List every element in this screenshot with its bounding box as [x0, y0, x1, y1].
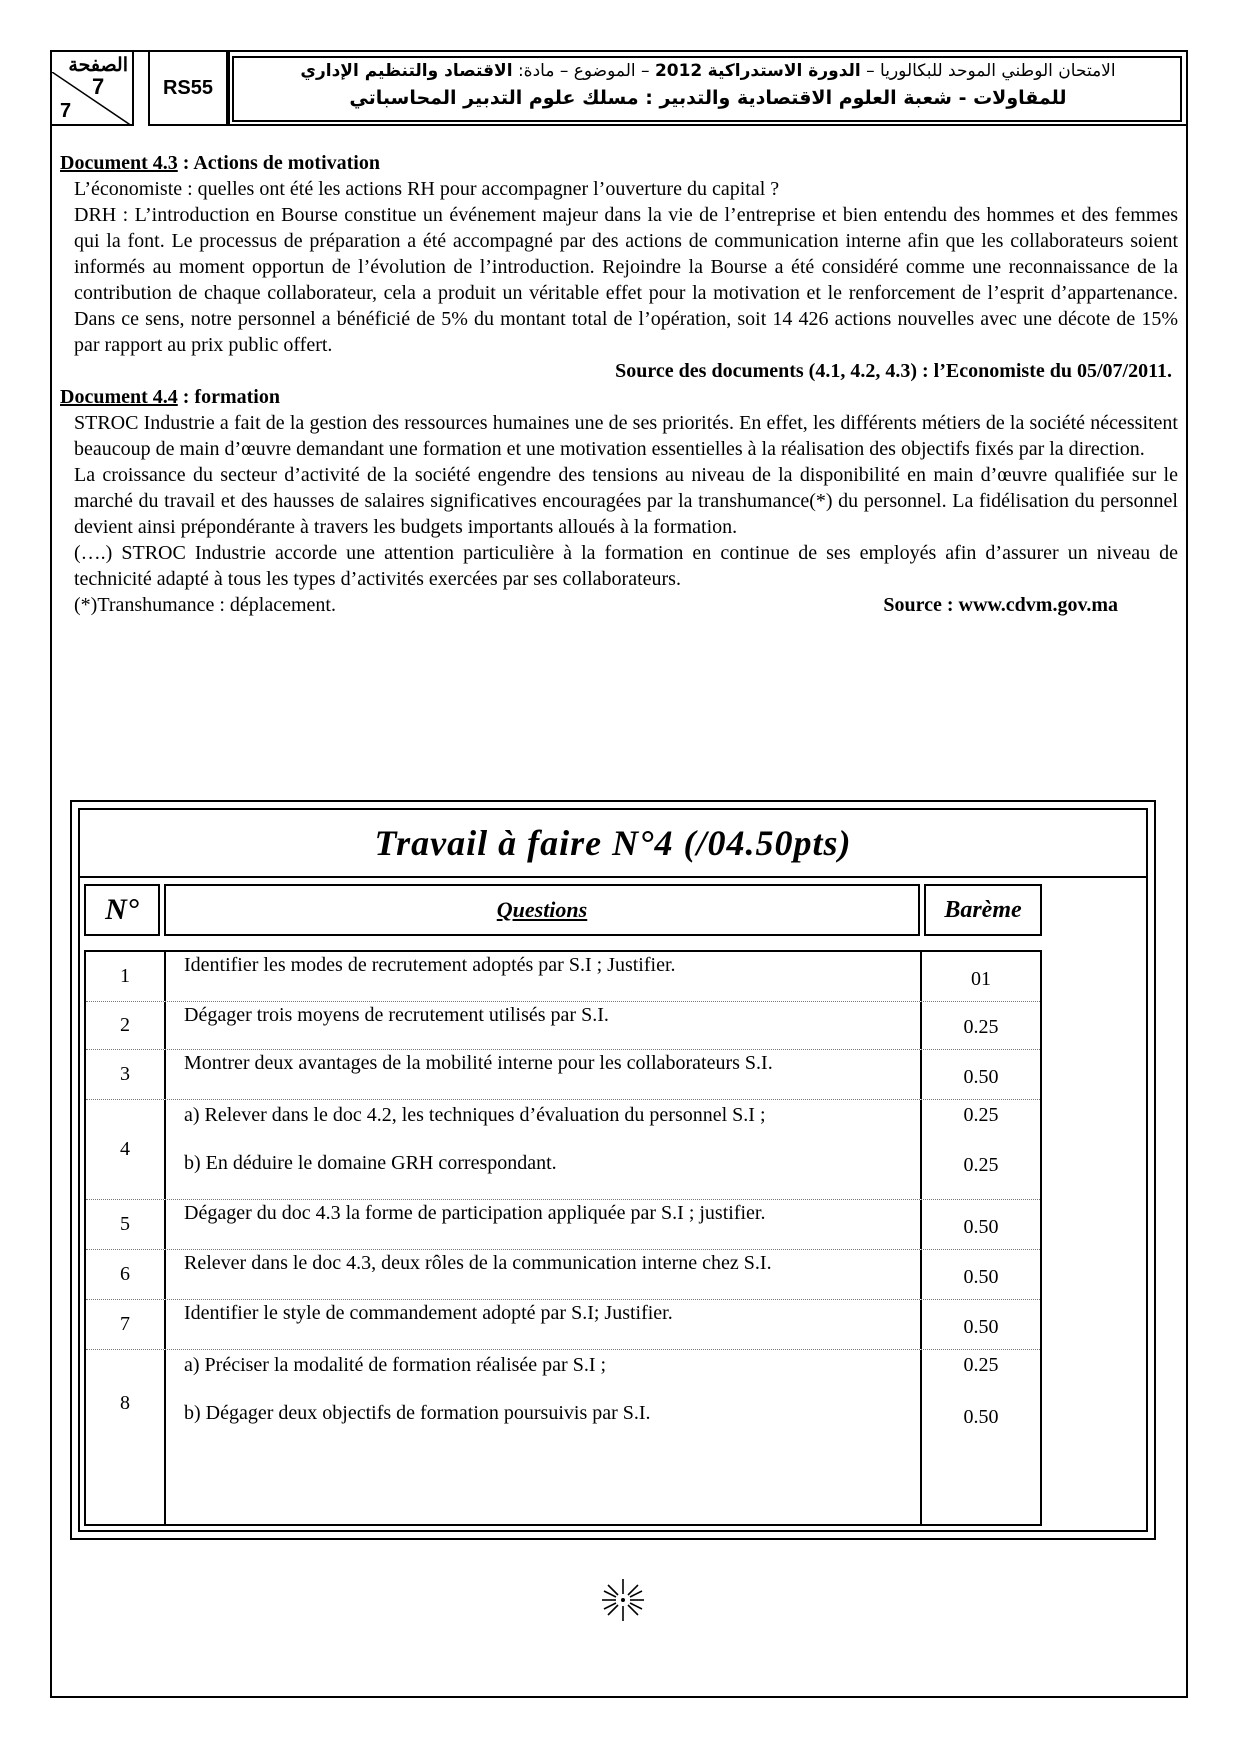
table-row	[86, 1250, 1040, 1300]
question-text: Identifier le style de commandement adopté par S.I; Justifier.	[184, 1302, 673, 1324]
session-name: الدورة الاستدراكية	[707, 61, 861, 81]
question-text: a) Relever dans le doc 4.2, les techniques d’évaluation du personnel S.I ;	[184, 1104, 766, 1126]
row-bareme	[922, 952, 1040, 1001]
question-text: Dégager trois moyens de recrutement utilisés par S.I.	[184, 1004, 609, 1026]
bareme-value: 0.50	[963, 1066, 999, 1088]
page-total: 7	[60, 100, 72, 122]
row-number: 6	[86, 1250, 166, 1299]
bareme-value: 0.25	[963, 1354, 999, 1376]
question-text: Montrer deux avantages de la mobilité interne pour les collaborateurs S.I.	[184, 1052, 773, 1074]
doc-4-3-question: L’économiste : quelles ont été les actions RH pour accompagner l’ouverture du capital ?	[74, 178, 780, 200]
bareme-value: 0.25	[963, 1154, 999, 1176]
question-text: Relever dans le doc 4.3, deux rôles de la communication interne chez S.I.	[184, 1252, 772, 1274]
doc-4-4-footer	[60, 592, 1178, 618]
doc-4-3-source: Source des documents (4.1, 4.2, 4.3) : l’Economiste du 05/07/2011.	[615, 360, 1172, 382]
row-bareme	[922, 1250, 1040, 1299]
subject-name: الاقتصاد والتنظيم الإداري	[300, 61, 513, 81]
subject-code: RS55	[148, 52, 228, 126]
row-number: 8	[86, 1350, 166, 1524]
bareme-value: 01	[971, 968, 991, 990]
doc-4-3-heading: : Actions de motivation	[177, 152, 380, 174]
doc-4-4-paragraph-2: La croissance du secteur d’activité de la société engendre des tensions au niveau de la disponibilité en main d’œuvre qualifiée sur le marché du travail et des hausses de salaires significatives encouragées par la transhumance(*) du personnel. La fidélisation du personnel devient ainsi prépondérante à travers les budgets importants alloués à la formation.	[74, 464, 1178, 538]
doc-4-4-ref: Document 4.4	[60, 386, 178, 408]
row-bareme	[922, 1300, 1040, 1349]
task-header-row	[80, 880, 1146, 940]
row-number: 1	[86, 952, 166, 1001]
table-row	[86, 1002, 1040, 1050]
row-question	[166, 952, 922, 1001]
bareme-value: 0.50	[963, 1216, 999, 1238]
row-question	[166, 1200, 922, 1249]
exam-name: الامتحان الوطني الموحد للبكالوريا –	[866, 61, 1116, 81]
table-row	[86, 1050, 1040, 1100]
end-ornament-icon	[600, 1577, 646, 1623]
doc-4-3-title	[60, 150, 1178, 176]
row-number: 3	[86, 1050, 166, 1099]
exam-title-line-1	[230, 58, 1186, 84]
row-bareme	[922, 1002, 1040, 1049]
doc-4-4-paragraph-1: STROC Industrie a fait de la gestion des ressources humaines une de ses priorités. En effet, les différents métiers de la société nécessitent beaucoup de main d’œuvre demandant une formation et une motivation essentielles à la réalisation des objectifs fixés par la direction.	[74, 412, 1178, 460]
footnote: (*)Transhumance : déplacement.	[74, 594, 336, 616]
row-bareme	[922, 1350, 1040, 1524]
exam-title-box	[228, 52, 1186, 126]
bareme-value: 0.50	[963, 1316, 999, 1338]
row-question	[166, 1250, 922, 1299]
doc-4-4-title	[60, 384, 1178, 410]
row-bareme	[922, 1050, 1040, 1099]
row-question	[166, 1100, 922, 1199]
table-row	[86, 1350, 1040, 1524]
row-question	[166, 1002, 922, 1049]
doc-4-3-ref: Document 4.3	[60, 152, 178, 174]
document-content	[60, 150, 1178, 618]
row-bareme	[922, 1200, 1040, 1249]
row-number: 2	[86, 1002, 166, 1049]
session-year: 2012	[654, 61, 703, 81]
table-row	[86, 952, 1040, 1002]
exam-header	[52, 52, 1186, 130]
doc-4-3-answer: DRH : L’introduction en Bourse constitue un événement majeur dans la vie de l’entreprise et bien entendu des hommes et des femmes qui la font. Le processus de préparation a été accompagné par des actions de communication interne afin que les collaborateurs soient informés au moment opportun de l’évolution de l’introduction. Rejoindre la Bourse a été considéré comme une reconnaissance de la contribution de chaque collaborateur, cela a produit un véritable effet pour la motivation et le renforcement de l’esprit d’appartenance. Dans ce sens, notre personnel a bénéficié de 5% du montant total de l’opération, soit 14 426 actions nouvelles avec une décote de 15% par rapport au prix public offert.	[74, 204, 1178, 356]
page-label: الصفحة	[68, 55, 128, 76]
question-text: b) En déduire le domaine GRH correspondant.	[184, 1152, 557, 1174]
task-table-inner	[78, 808, 1148, 1532]
task-table	[70, 800, 1156, 1540]
row-bareme	[922, 1100, 1040, 1199]
column-header-questions: Questions	[164, 884, 920, 936]
task-title: Travail à faire N°4 (/04.50pts)	[80, 810, 1146, 878]
row-question	[166, 1050, 922, 1099]
table-row	[86, 1100, 1040, 1200]
row-number: 5	[86, 1200, 166, 1249]
column-header-bareme: Barème	[924, 884, 1042, 936]
question-text: Dégager du doc 4.3 la forme de participation appliquée par S.I ; justifier.	[184, 1202, 766, 1224]
task-rows	[84, 950, 1042, 1526]
bareme-value: 0.50	[963, 1406, 999, 1428]
subject-label: – الموضوع – مادة:	[517, 61, 650, 81]
bareme-value: 0.25	[963, 1104, 999, 1126]
page-frame	[50, 50, 1188, 1698]
bareme-value: 0.50	[963, 1266, 999, 1288]
question-text: a) Préciser la modalité de formation réalisée par S.I ;	[184, 1354, 607, 1376]
bareme-value: 0.25	[963, 1016, 999, 1038]
row-question	[166, 1300, 922, 1349]
question-text: b) Dégager deux objectifs de formation poursuivis par S.I.	[184, 1402, 651, 1424]
doc-4-4-heading: : formation	[177, 386, 280, 408]
row-number: 4	[86, 1100, 166, 1199]
page-number-box	[52, 52, 134, 126]
table-row	[86, 1200, 1040, 1250]
page-current: 7	[92, 74, 105, 99]
doc-4-4-paragraph-3: (….) STROC Industrie accorde une attention particulière à la formation en continue de ses employés afin d’assurer un niveau de technicité adapté à tous les types d’activités exercées par ses collaborateurs.	[74, 542, 1178, 590]
row-question	[166, 1350, 922, 1524]
question-text: Identifier les modes de recrutement adoptés par S.I ; Justifier.	[184, 954, 676, 976]
exam-title-line-2: للمقاولات - شعبة العلوم الاقتصادية والتدبير : مسلك علوم التدبير المحاسباتي	[349, 87, 1067, 109]
row-number: 7	[86, 1300, 166, 1349]
column-header-number: N°	[84, 884, 160, 936]
table-row	[86, 1300, 1040, 1350]
doc-4-4-source: Source : www.cdvm.gov.ma	[883, 594, 1118, 616]
